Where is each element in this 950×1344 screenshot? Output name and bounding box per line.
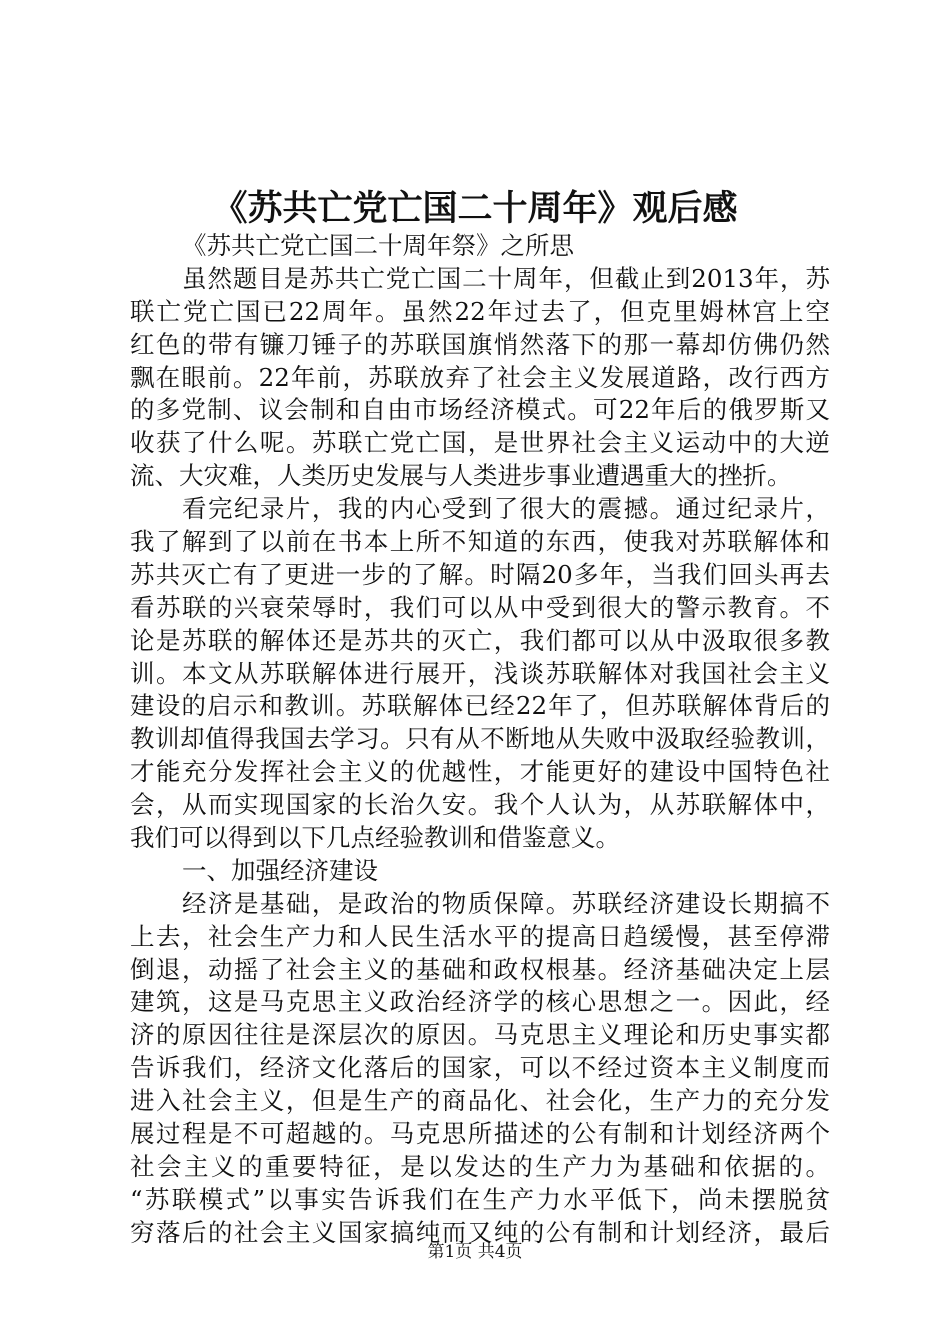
body-line: 社会主义的重要特征，是以发达的生产力为基础和依据的。	[130, 1151, 830, 1181]
body-line: 一、加强经济建设	[182, 855, 378, 885]
body-line: 看完纪录片，我的内心受到了很大的震撼。通过纪录片，	[182, 494, 830, 524]
body-line: 流、大灾难，人类历史发展与人类进步事业遭遇重大的挫折。	[130, 461, 792, 491]
body-line: 会，从而实现国家的长治久安。我个人认为，从苏联解体中，	[130, 790, 830, 820]
body-line: 展过程是不可超越的。马克思所描述的公有制和计划经济两个	[130, 1119, 830, 1149]
body-line: 穷落后的社会主义国家搞纯而又纯的公有制和计划经济，最后	[130, 1217, 830, 1247]
body-line: 告诉我们，经济文化落后的国家，可以不经过资本主义制度而	[130, 1053, 830, 1083]
body-line: 教训却值得我国去学习。只有从不断地从失败中汲取经验教训，	[130, 724, 830, 754]
document-title: 《苏共亡党亡国二十周年》观后感	[212, 188, 738, 229]
body-line: 训。本文从苏联解体进行展开，浅谈苏联解体对我国社会主义	[130, 658, 830, 688]
body-line: 红色的带有镰刀锤子的苏联国旗悄然落下的那一幕却仿佛仍然	[130, 329, 830, 359]
page-footer: 第1页 共4页	[427, 1242, 523, 1262]
body-line: 收获了什么呢。苏联亡党亡国，是世界社会主义运动中的大逆	[130, 428, 830, 458]
body-line: 经济是基础，是政治的物质保障。苏联经济建设长期搞不	[182, 888, 830, 918]
body-line: 联亡党亡国已22周年。虽然22年过去了，但克里姆林宫上空	[130, 296, 830, 326]
body-line: 我了解到了以前在书本上所不知道的东西，使我对苏联解体和	[130, 527, 830, 557]
body-line: “苏联模式”以事实告诉我们在生产力水平低下，尚未摆脱贫	[130, 1184, 830, 1214]
document-body	[130, 230, 830, 1250]
body-line: 《苏共亡党亡国二十周年祭》之所思	[182, 231, 574, 260]
body-line: 论是苏联的解体还是苏共的灭亡，我们都可以从中汲取很多教	[130, 625, 830, 655]
body-line: 看苏联的兴衰荣辱时，我们可以从中受到很大的警示教育。不	[130, 592, 830, 622]
body-line: 上去，社会生产力和人民生活水平的提高日趋缓慢，甚至停滞	[130, 921, 830, 951]
body-line: 的多党制、议会制和自由市场经济模式。可22年后的俄罗斯又	[130, 395, 830, 425]
body-line: 飘在眼前。22年前，苏联放弃了社会主义发展道路，改行西方	[130, 362, 830, 392]
body-line: 济的原因往往是深层次的原因。马克思主义理论和历史事实都	[130, 1020, 830, 1050]
body-line: 才能充分发挥社会主义的优越性，才能更好的建设中国特色社	[130, 757, 830, 787]
body-line: 苏共灭亡有了更进一步的了解。时隔20多年，当我们回头再去	[130, 559, 830, 589]
body-line: 建筑，这是马克思主义政治经济学的核心思想之一。因此，经	[130, 987, 830, 1017]
body-line: 建设的启示和教训。苏联解体已经22年了，但苏联解体背后的	[130, 691, 830, 721]
body-line: 我们可以得到以下几点经验教训和借鉴意义。	[130, 823, 620, 853]
body-line: 进入社会主义，但是生产的商品化、社会化，生产力的充分发	[130, 1086, 830, 1116]
body-line: 虽然题目是苏共亡党亡国二十周年，但截止到2013年，苏	[182, 263, 830, 293]
body-line: 倒退，动摇了社会主义的基础和政权根基。经济基础决定上层	[130, 954, 830, 984]
